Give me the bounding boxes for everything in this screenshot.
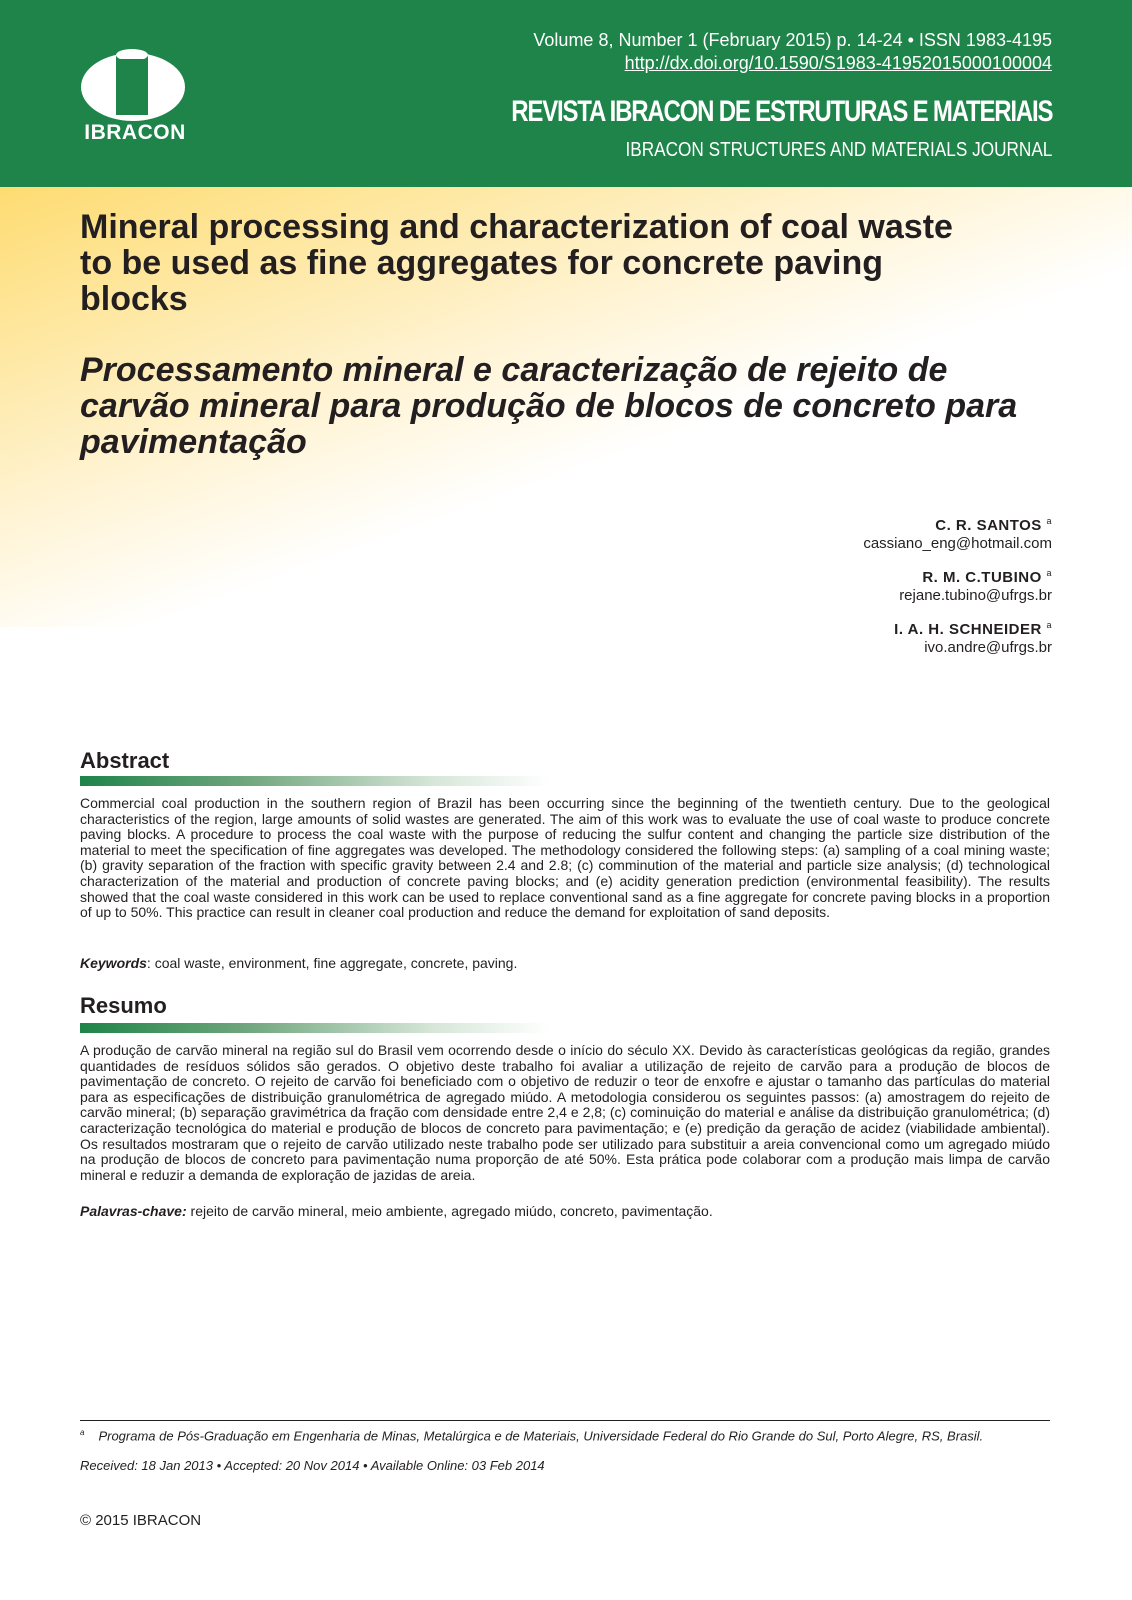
- author-name: R. M. C.TUBINO $^a$: [922, 568, 1052, 586]
- author-name: C. R. SANTOS $^a$: [935, 516, 1052, 534]
- author-entry: [863, 616, 1052, 657]
- copyright-notice: © 2015 IBRACON: [80, 1512, 202, 1529]
- abstract-heading: Abstract: [80, 748, 170, 773]
- author-entry: [863, 512, 1052, 553]
- received-dates: Received: 18 Jan 2013 • Accepted: 20 Nov 2014 • Available Online: 03 Feb 2014: [80, 1458, 545, 1473]
- author-name: I. A. H. SCHNEIDER $^a$: [894, 620, 1052, 638]
- abstract-text: Commercial coal production in the southern region of Brazil has been occurring since the beginning of the twentieth century. Due to the geological characteristics of the region, large amounts of solid wastes are generated. The aim of this work was to evaluate the use of coal waste to produce concrete paving blocks. A procedure to process the coal waste with the purpose of reducing the sulfur content and changing the particle size distribution of the material to meet the specification of fine aggregates was developed. The methodology considered the following steps: (a) sampling of a coal mining waste; (b) gravity separation of the fraction with specific gravity between 2.4 and 2.8; (c) comminution of the material and particle size analysis; (d) technological characterization of the material and production of concrete paving blocks; and (e) acidity generation prediction (environmental feasibility). The results showed that the coal waste considered in this work can be used to replace conventional sand as a fine aggregate for concrete paving blocks in a proportion of up to 50%. This practice can result in cleaner coal production and reduce the demand for exploitation of sand deposits.: [80, 795, 1050, 921]
- resumo-heading: Resumo: [80, 993, 167, 1018]
- resumo-keywords: [80, 1203, 713, 1219]
- affiliation-text: Programa de Pós-Graduação em Engenharia de Minas, Metalúrgica e de Materiais, Universidade Federal do Rio Grande do Sul, Porto Alegre, RS, Brasil.: [98, 1428, 984, 1444]
- ibracon-logo: [80, 45, 190, 145]
- author-entry: [863, 564, 1052, 605]
- footnote-divider: [80, 1420, 1050, 1421]
- keywords-label: Keywords: [80, 955, 147, 971]
- affiliation-footnote-mark: a: [80, 1428, 85, 1437]
- affiliation-mark: a: [1046, 568, 1052, 578]
- article-title-english: Mineral processing and characterization of coal waste to be used as fine aggregates for concrete paving blocks: [80, 208, 953, 318]
- logo-text: IBRACON: [84, 121, 186, 144]
- keywords-list: : coal waste, environment, fine aggregate, concrete, paving.: [146, 955, 518, 971]
- journal-subtitle: IBRACON STRUCTURES AND MATERIALS JOURNAL: [625, 139, 1052, 161]
- palavras-chave-list: rejeito de carvão mineral, meio ambiente, agregado miúdo, concreto, pavimentação.: [186, 1203, 713, 1219]
- palavras-chave-label: Palavras-chave:: [80, 1203, 187, 1219]
- affiliation-footnote: [80, 1428, 983, 1443]
- ibracon-logo-icon: [80, 45, 190, 123]
- author-email[interactable]: rejane.tubino@ufrgs.br: [899, 587, 1052, 604]
- abstract-keywords: [80, 955, 517, 971]
- journal-title: REVISTA IBRACON DE ESTRUTURAS E MATERIAIS: [510, 95, 1052, 128]
- article-title-portuguese: Processamento mineral e caracterização de rejeito de carvão mineral para produção de blocos de concreto para pavimentação: [80, 351, 1018, 461]
- resumo-text: A produção de carvão mineral na região sul do Brasil vem ocorrendo desde o início do século XX. Devido às características geológicas da região, grandes quantidades de resíduos sólidos são gerados. O objetivo deste trabalho foi avaliar a utilização de rejeito de carvão para a produção de blocos de pavimentação de concreto. O rejeito de carvão foi beneficiado com o objetivo de reduzir o teor de enxofre e ajustar o tamanho das partículas do material para as especificações de distribuição granulométrica de agregado miúdo. A metodologia considerou os seguintes passos: (a) amostragem do rejeito de carvão mineral; (b) separação gravimétrica da fração com densidade entre 2,4 e 2,8; (c) cominuição do material e análise da distribuição granulométrica; (d) caracterização tecnológica do material e produção de blocos de concreto para pavimentação; e (e) predição da geração de acidez (viabilidade ambiental). Os resultados mostraram que o rejeito de carvão utilizado neste trabalho pode ser utilizado para substituir a areia convencional como um agregado miúdo na produção de blocos de concreto para pavimentação numa proporção de até 50%. Esta prática pode colaborar com a produção mais limpa de carvão mineral e reduzir a demanda de exploração de jazidas de areia.: [80, 1042, 1050, 1183]
- journal-header: [0, 0, 1132, 187]
- affiliation-mark: a: [1046, 620, 1052, 630]
- volume-issue-line: Volume 8, Number 1 (February 2015) p. 14-24 • ISSN 1983-4195: [533, 30, 1052, 50]
- affiliation-mark: a: [1046, 516, 1052, 526]
- author-list: [863, 512, 1052, 668]
- author-email[interactable]: cassiano_eng@hotmail.com: [863, 535, 1052, 552]
- abstract-rule: [80, 776, 550, 786]
- doi-link[interactable]: http://dx.doi.org/10.1590/S1983-41952015000100004: [624, 53, 1052, 73]
- resumo-rule: [80, 1023, 550, 1033]
- author-email[interactable]: ivo.andre@ufrgs.br: [924, 639, 1052, 656]
